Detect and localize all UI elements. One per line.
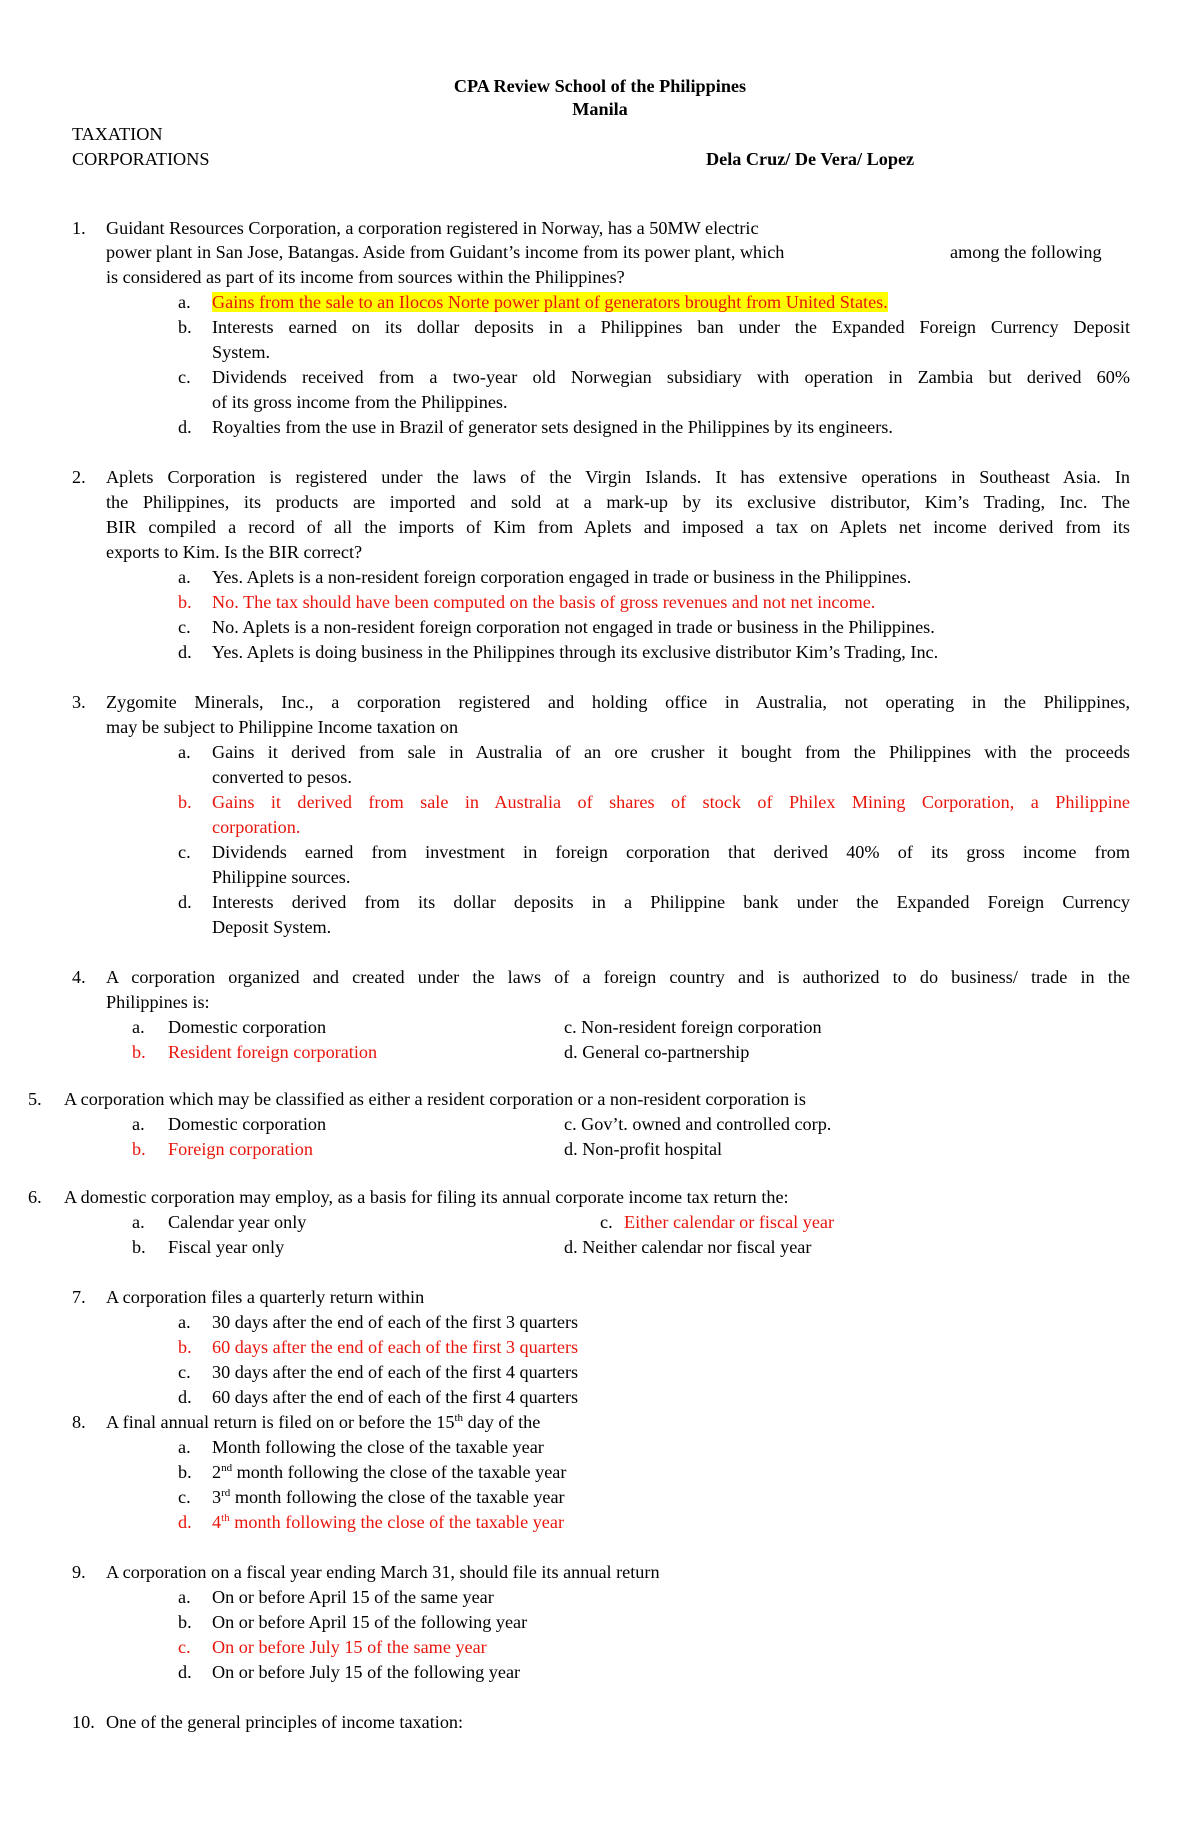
q3-text-line2: may be subject to Philippine Income taxation on xyxy=(106,717,459,737)
q4-option-c: c. Non-resident foreign corporation xyxy=(564,1017,822,1037)
q3-option-d-text: Interests derived from its dollar deposits in a Philippine bank under the Expanded Foreign Currency xyxy=(212,892,1130,912)
q1-text-line1: Guidant Resources Corporation, a corporation registered in Norway, has a 50MW electric xyxy=(106,218,759,238)
q2-option-c-text: No. Aplets is a non-resident foreign corporation not engaged in trade or business in the Philippines. xyxy=(212,617,935,637)
q9-text: A corporation on a fiscal year ending March 31, should file its annual return xyxy=(106,1562,660,1582)
q6-option-a-letter: a. xyxy=(132,1212,145,1232)
q8-text xyxy=(106,1410,540,1435)
q3-option-b-text-cont: corporation. xyxy=(212,817,301,837)
q4-option-a-letter: a. xyxy=(132,1017,145,1037)
q3-number: 3. xyxy=(72,692,86,712)
authors-label: Dela Cruz/ De Vera/ Lopez xyxy=(706,149,915,169)
city-title: Manila xyxy=(572,99,628,119)
q7-option-a-letter: a. xyxy=(178,1312,191,1332)
q9-number: 9. xyxy=(72,1562,86,1582)
q2-number: 2. xyxy=(72,467,86,487)
q3-option-c-text-cont: Philippine sources. xyxy=(212,867,351,887)
q8-d-pre: 4 xyxy=(212,1512,222,1532)
q7-option-d-text: 60 days after the end of each of the first 4 quarters xyxy=(212,1387,579,1407)
q1-option-d-letter: d. xyxy=(178,417,192,437)
q1-option-d-text: Royalties from the use in Brazil of generator sets designed in the Philippines by its engineers. xyxy=(212,417,893,437)
q2-option-b-text: No. The tax should have been computed on the basis of gross revenues and not net income. xyxy=(212,592,876,612)
q5-option-d: d. Non-profit hospital xyxy=(564,1139,723,1159)
q8-b-post: month following the close of the taxable year xyxy=(232,1462,567,1482)
q4-option-b-text: Resident foreign corporation xyxy=(168,1042,378,1062)
q7-option-c-letter: c. xyxy=(178,1362,191,1382)
q1-option-a-text xyxy=(212,290,888,315)
q6-option-c-text: Either calendar or fiscal year xyxy=(624,1212,835,1232)
q9-option-a-text: On or before April 15 of the same year xyxy=(212,1587,494,1607)
q3-option-d-letter: d. xyxy=(178,892,192,912)
q8-c-pre: 3 xyxy=(212,1487,222,1507)
q7-option-b-text: 60 days after the end of each of the first 3 quarters xyxy=(212,1337,579,1357)
q1-answer-highlight: Gains from the sale to an Ilocos Norte power plant of generators brought from United States. xyxy=(212,292,888,312)
q3-option-a-text: Gains it derived from sale in Australia of an ore crusher it bought from the Philippines with the proceeds xyxy=(212,742,1130,762)
q6-option-b-text: Fiscal year only xyxy=(168,1237,285,1257)
q1-option-a-letter: a. xyxy=(178,292,191,312)
q4-option-b-letter: b. xyxy=(132,1042,146,1062)
q7-option-c-text: 30 days after the end of each of the first 4 quarters xyxy=(212,1362,579,1382)
q2-option-a-text: Yes. Aplets is a non-resident foreign corporation engaged in trade or business in the Philippines. xyxy=(212,567,912,587)
q7-option-d-letter: d. xyxy=(178,1387,192,1407)
q8-text-pre: A final annual return is filed on or before the 15 xyxy=(106,1412,455,1432)
q5-option-a-letter: a. xyxy=(132,1114,145,1134)
q10-number: 10. xyxy=(72,1712,95,1732)
q2-text-line1: Aplets Corporation is registered under the laws of the Virgin Islands. It has extensive operations in Southeast Asia. In xyxy=(106,467,1130,487)
q1-option-c-text: Dividends received from a two-year old Norwegian subsidiary with operation in Zambia but derived 60% xyxy=(212,367,1130,387)
q8-option-b-text xyxy=(212,1460,566,1485)
q8-d-post: month following the close of the taxable year xyxy=(229,1512,565,1532)
q2-option-b-letter: b. xyxy=(178,592,192,612)
q6-number: 6. xyxy=(28,1187,42,1207)
q4-number: 4. xyxy=(72,967,86,987)
q5-number: 5. xyxy=(28,1089,42,1109)
q6-option-c-letter: c. xyxy=(600,1212,613,1232)
q5-option-b-text: Foreign corporation xyxy=(168,1139,313,1159)
q8-b-pre: 2 xyxy=(212,1462,222,1482)
q8-option-b-letter: b. xyxy=(178,1462,192,1482)
q3-option-c-text: Dividends earned from investment in foreign corporation that derived 40% of its gross income from xyxy=(212,842,1130,862)
q8-option-a-letter: a. xyxy=(178,1437,191,1457)
q1-option-b-letter: b. xyxy=(178,317,192,337)
q8-text-post: day of the xyxy=(463,1412,541,1432)
q3-option-c-letter: c. xyxy=(178,842,191,862)
q8-option-a-text: Month following the close of the taxable year xyxy=(212,1437,544,1457)
q3-option-a-letter: a. xyxy=(178,742,191,762)
q2-option-d-letter: d. xyxy=(178,642,192,662)
q2-text-line3: BIR compiled a record of all the imports of Kim from Aplets and imposed a tax on Aplets net income derived from its xyxy=(106,517,1130,537)
topic-label: CORPORATIONS xyxy=(72,149,210,169)
q6-option-b-letter: b. xyxy=(132,1237,146,1257)
q8-option-c-text xyxy=(212,1485,565,1510)
q8-c-post: month following the close of the taxable year xyxy=(230,1487,565,1507)
q8-b-sup: nd xyxy=(221,1462,233,1474)
q4-option-d: d. General co-partnership xyxy=(564,1042,750,1062)
q8-option-c-letter: c. xyxy=(178,1487,191,1507)
q8-text-sup: th xyxy=(454,1412,464,1424)
q4-option-a-text: Domestic corporation xyxy=(168,1017,327,1037)
q9-option-a-letter: a. xyxy=(178,1587,191,1607)
school-title: CPA Review School of the Philippines xyxy=(453,76,747,96)
q4-text-line1: A corporation organized and created under the laws of a foreign country and is authorized to do business/ trade in the xyxy=(106,967,1130,987)
subject-label: TAXATION xyxy=(72,124,163,144)
q1-option-b-text: Interests earned on its dollar deposits in a Philippines ban under the Expanded Foreign Currency Deposit xyxy=(212,317,1130,337)
q2-option-a-letter: a. xyxy=(178,567,191,587)
q4-text-line2: Philippines is: xyxy=(106,992,210,1012)
q5-option-a-text: Domestic corporation xyxy=(168,1114,327,1134)
q2-text-line4: exports to Kim. Is the BIR correct? xyxy=(106,542,363,562)
q9-option-d-text: On or before July 15 of the following year xyxy=(212,1662,521,1682)
q10-text: One of the general principles of income taxation: xyxy=(106,1712,464,1732)
q5-text: A corporation which may be classified as either a resident corporation or a non-resident corporation is xyxy=(64,1089,806,1109)
q1-option-c-letter: c. xyxy=(178,367,191,387)
q2-option-c-letter: c. xyxy=(178,617,191,637)
q8-number: 8. xyxy=(72,1412,86,1432)
q9-option-b-text: On or before April 15 of the following year xyxy=(212,1612,528,1632)
q8-c-sup: rd xyxy=(221,1487,231,1499)
q6-option-a-text: Calendar year only xyxy=(168,1212,307,1232)
q8-d-sup: th xyxy=(221,1512,230,1524)
q9-option-c-letter: c. xyxy=(178,1637,191,1657)
q3-text-line1: Zygomite Minerals, Inc., a corporation registered and holding office in Australia, not operating in the Philippines, xyxy=(106,692,1130,712)
q8-option-d-letter: d. xyxy=(178,1512,192,1532)
q5-option-b-letter: b. xyxy=(132,1139,146,1159)
q3-option-b-text: Gains it derived from sale in Australia of shares of stock of Philex Mining Corporation, a Philippine xyxy=(212,792,1130,812)
q1-text-line3: is considered as part of its income from sources within the Philippines? xyxy=(106,267,625,287)
q5-option-c: c. Gov’t. owned and controlled corp. xyxy=(564,1114,832,1134)
q3-option-a-text-cont: converted to pesos. xyxy=(212,767,352,787)
q7-number: 7. xyxy=(72,1287,86,1307)
q2-option-d-text: Yes. Aplets is doing business in the Philippines through its exclusive distributor Kim’s Trading, Inc. xyxy=(212,642,939,662)
q7-option-b-letter: b. xyxy=(178,1337,192,1357)
q9-option-c-text: On or before July 15 of the same year xyxy=(212,1637,487,1657)
q9-option-d-letter: d. xyxy=(178,1662,192,1682)
q1-number: 1. xyxy=(72,218,86,238)
q6-option-d: d. Neither calendar nor fiscal year xyxy=(564,1237,812,1257)
q3-option-d-text-cont: Deposit System. xyxy=(212,917,332,937)
q6-text: A domestic corporation may employ, as a basis for filing its annual corporate income tax return the: xyxy=(64,1187,789,1207)
q9-option-b-letter: b. xyxy=(178,1612,192,1632)
q1-text-line2: power plant in San Jose, Batangas. Aside from Guidant’s income from its power plant, which xyxy=(106,242,785,262)
q8-option-d-text xyxy=(212,1510,564,1535)
q1-option-b-text-cont: System. xyxy=(212,342,271,362)
q3-option-b-letter: b. xyxy=(178,792,192,812)
q1-option-c-text-cont: of its gross income from the Philippines. xyxy=(212,392,508,412)
q2-text-line2: the Philippines, its products are imported and sold at a mark-up by its exclusive distributor, Kim’s Trading, Inc. The xyxy=(106,492,1130,512)
q7-option-a-text: 30 days after the end of each of the first 3 quarters xyxy=(212,1312,579,1332)
q7-text: A corporation files a quarterly return within xyxy=(106,1287,425,1307)
q1-text-line2-end: among the following xyxy=(950,242,1102,262)
